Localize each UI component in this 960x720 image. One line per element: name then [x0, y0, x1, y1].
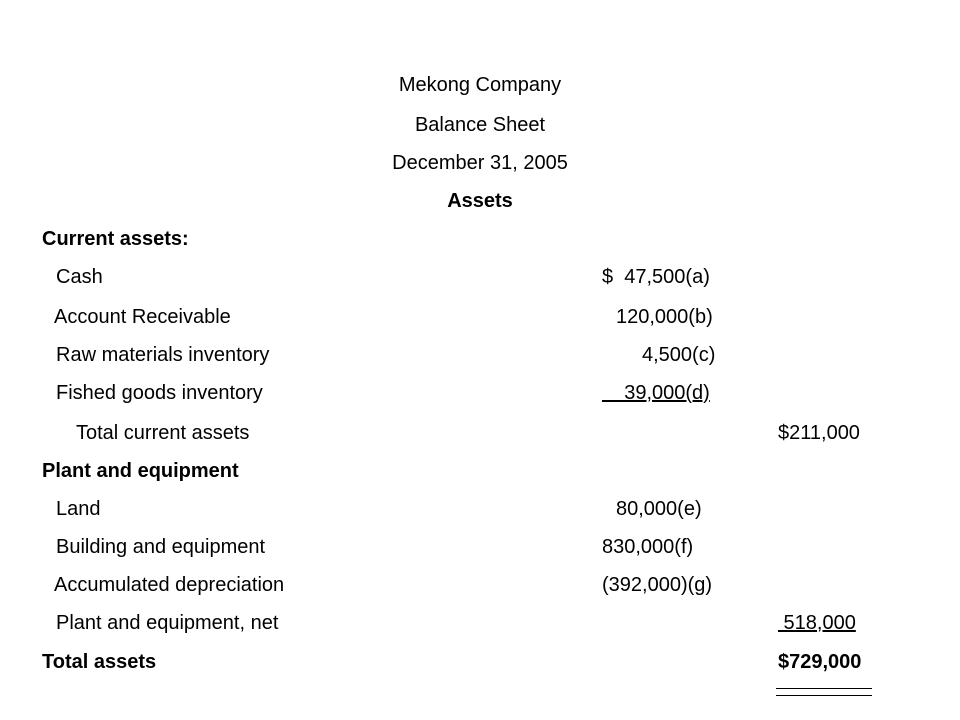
cash-amount: $ 47,500(a) [602, 266, 710, 288]
accounts-receivable-label: Account Receivable [54, 306, 231, 328]
statement-title: Balance Sheet [414, 114, 546, 136]
land-amount: 80,000(e) [616, 498, 702, 520]
building-equipment-amount: 830,000(f) [602, 536, 694, 558]
current-assets-heading: Current assets: [42, 228, 189, 250]
total-current-assets-amount: $211,000 [778, 422, 860, 444]
finished-goods-label: Fished goods inventory [56, 382, 263, 404]
accumulated-depreciation-label: Accumulated depreciation [54, 574, 285, 596]
total-double-underline [776, 688, 872, 696]
statement-date: December 31, 2005 [392, 152, 568, 174]
total-assets-label: Total assets [42, 651, 157, 673]
raw-materials-amount: 4,500(c) [642, 344, 716, 366]
land-label: Land [56, 498, 101, 520]
total-current-assets-label: Total current assets [76, 422, 250, 444]
accounts-receivable-amount: 120,000(b) [616, 306, 713, 328]
accumulated-depreciation-amount: (392,000)(g) [602, 574, 713, 596]
plant-equipment-net-label: Plant and equipment, net [56, 612, 279, 634]
total-assets-amount: $729,000 [778, 651, 862, 673]
raw-materials-label: Raw materials inventory [56, 344, 270, 366]
finished-goods-amount: 39,000(d) [602, 382, 710, 404]
section-title-assets: Assets [447, 190, 513, 212]
company-name: Mekong Company [398, 74, 562, 96]
plant-equipment-net-amount: 518,000 [778, 612, 856, 634]
cash-label: Cash [56, 266, 103, 288]
building-equipment-label: Building and equipment [56, 536, 266, 558]
plant-equipment-heading: Plant and equipment [42, 460, 239, 482]
